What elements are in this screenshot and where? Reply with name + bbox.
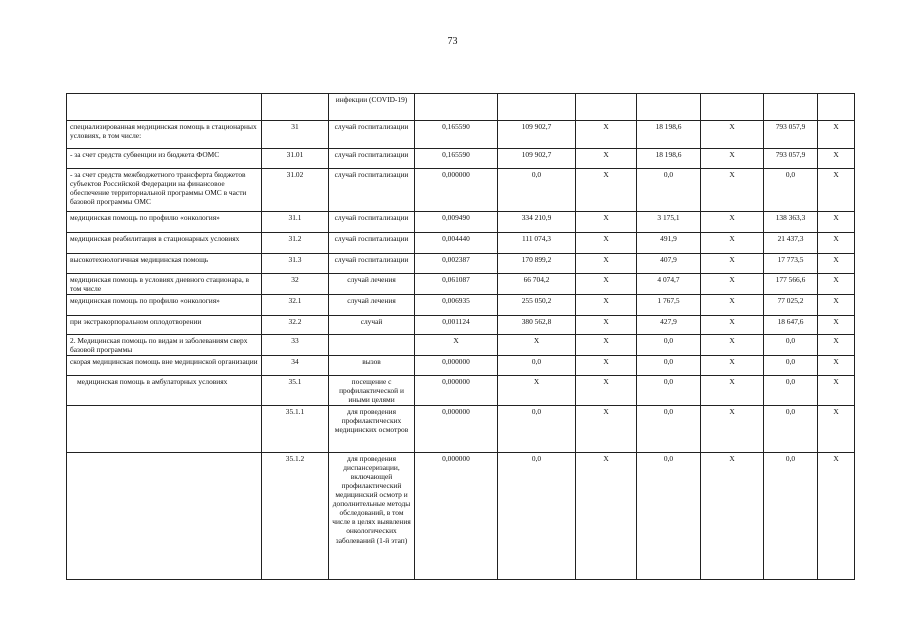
cell-value: X	[818, 316, 855, 335]
cell-value: X	[818, 233, 855, 254]
table-row	[67, 406, 855, 453]
cell-name: скорая медицинская помощь вне медицинской организации	[67, 356, 262, 376]
cell-value: 109 902,7	[498, 149, 576, 169]
table-row	[67, 335, 855, 356]
cell-name: - за счет средств субвенции из бюджета ФОМС	[67, 149, 262, 169]
cell-value: X	[415, 335, 498, 356]
cell-value: X	[818, 295, 855, 316]
cell-value: X	[576, 121, 637, 149]
cell-value: X	[818, 121, 855, 149]
cell-value: 18 198,6	[637, 121, 701, 149]
cell-code: 35.1.2	[262, 453, 329, 580]
cell-value: X	[818, 453, 855, 580]
cell-code: 31.3	[262, 254, 329, 274]
cell-value: 0,000000	[415, 356, 498, 376]
cell-value: X	[498, 376, 576, 406]
cell-value: 491,9	[637, 233, 701, 254]
cell-unit: посещение с профилактической и иными целями	[329, 376, 415, 406]
financing-table	[66, 93, 855, 580]
cell-value: X	[576, 233, 637, 254]
cell-code: 35.1	[262, 376, 329, 406]
cell-name: специализированная медицинская помощь в стационарных условиях, в том числе:	[67, 121, 262, 149]
cell-code	[262, 94, 329, 121]
cell-value: X	[818, 169, 855, 212]
cell-value: 1 767,5	[637, 295, 701, 316]
cell-value: X	[576, 335, 637, 356]
cell-value: X	[701, 274, 764, 295]
cell-value: 0,006935	[415, 295, 498, 316]
cell-value: 0,0	[637, 453, 701, 580]
cell-value: 0,061087	[415, 274, 498, 295]
cell-unit: для проведения профилактических медицинских осмотров	[329, 406, 415, 453]
cell-value: 793 057,9	[764, 149, 818, 169]
cell-value: 334 210,9	[498, 212, 576, 233]
cell-name: медицинская реабилитация в стационарных условиях	[67, 233, 262, 254]
cell-value: 0,0	[764, 406, 818, 453]
cell-value: 0,0	[498, 453, 576, 580]
cell-value: 21 437,3	[764, 233, 818, 254]
cell-value: 0,0	[637, 376, 701, 406]
cell-value: 427,9	[637, 316, 701, 335]
cell-value: X	[701, 212, 764, 233]
cell-value: 0,0	[637, 356, 701, 376]
cell-value: X	[701, 335, 764, 356]
table-row	[67, 212, 855, 233]
cell-value: 77 025,2	[764, 295, 818, 316]
cell-value: X	[701, 254, 764, 274]
cell-value: X	[576, 356, 637, 376]
cell-value: 380 562,8	[498, 316, 576, 335]
table-row	[67, 169, 855, 212]
cell-value: 0,0	[637, 406, 701, 453]
cell-value: 0,000000	[415, 169, 498, 212]
cell-value: 0,0	[637, 169, 701, 212]
cell-code: 35.1.1	[262, 406, 329, 453]
cell-name	[67, 453, 262, 580]
cell-unit: случай госпитализации	[329, 254, 415, 274]
cell-value: 0,0	[637, 335, 701, 356]
cell-unit: случай	[329, 316, 415, 335]
cell-value: 177 566,6	[764, 274, 818, 295]
cell-unit: случай госпитализации	[329, 212, 415, 233]
cell-name: медицинская помощь в амбулаторных условиях	[67, 376, 262, 406]
cell-name: медицинская помощь в условиях дневного стационара, в том числе	[67, 274, 262, 295]
table-row	[67, 149, 855, 169]
cell-code: 31.01	[262, 149, 329, 169]
cell-name: при экстракорпоральном оплодотворении	[67, 316, 262, 335]
cell-value: 793 057,9	[764, 121, 818, 149]
cell-name: медицинская помощь по профилю «онкология»	[67, 295, 262, 316]
cell-name	[67, 406, 262, 453]
cell-value: 111 074,3	[498, 233, 576, 254]
cell-value: 0,165590	[415, 149, 498, 169]
cell-value: 255 050,2	[498, 295, 576, 316]
cell-value: X	[701, 295, 764, 316]
cell-code: 32	[262, 274, 329, 295]
cell-code: 31.1	[262, 212, 329, 233]
cell-value: 18 198,6	[637, 149, 701, 169]
cell-value: X	[818, 406, 855, 453]
cell-value: 18 647,6	[764, 316, 818, 335]
cell-value: 0,000000	[415, 406, 498, 453]
cell-value: 109 902,7	[498, 121, 576, 149]
cell-value: 170 899,2	[498, 254, 576, 274]
table-row	[67, 316, 855, 335]
cell-value: X	[701, 149, 764, 169]
cell-value: 0,0	[498, 356, 576, 376]
cell-value: X	[576, 149, 637, 169]
cell-value: 0,0	[764, 356, 818, 376]
cell-value: X	[818, 254, 855, 274]
cell-value: 0,000000	[415, 453, 498, 580]
cell-name: 2. Медицинская помощь по видам и заболеваниям сверх базовой программы	[67, 335, 262, 356]
cell-value: 0,0	[498, 406, 576, 453]
page-number: 73	[447, 36, 458, 47]
cell-value: 0,0	[498, 169, 576, 212]
cell-value: X	[701, 376, 764, 406]
cell-code: 34	[262, 356, 329, 376]
cell-code: 31	[262, 121, 329, 149]
cell-value: 0,0	[764, 376, 818, 406]
cell-unit: для проведения диспансеризации, включающей профилактический медицинский осмотр и дополнительные методы обследований, в том числе в целях выявления онкологических заболеваний (1-й этап)	[329, 453, 415, 580]
cell-value: 0,002387	[415, 254, 498, 274]
table-row	[67, 274, 855, 295]
cell-code: 32.2	[262, 316, 329, 335]
cell-unit: случай лечения	[329, 274, 415, 295]
cell-value: 0,165590	[415, 121, 498, 149]
cell-unit	[329, 335, 415, 356]
cell-value: X	[576, 295, 637, 316]
cell-value: 0,000000	[415, 376, 498, 406]
cell-unit: случай госпитализации	[329, 149, 415, 169]
cell-unit: случай госпитализации	[329, 169, 415, 212]
cell-value: 4 074,7	[637, 274, 701, 295]
cell-value: X	[701, 356, 764, 376]
cell-value: X	[576, 254, 637, 274]
cell-name: - за счет средств межбюджетного трансферта бюджетов субъектов Российской Федерации на финансовое обеспечение территориальной программы ОМС в части базовой программы ОМС	[67, 169, 262, 212]
cell-code: 33	[262, 335, 329, 356]
cell-value: X	[818, 335, 855, 356]
cell-value: X	[701, 169, 764, 212]
cell-code: 31.02	[262, 169, 329, 212]
cell-unit: случай госпитализации	[329, 233, 415, 254]
table-row	[67, 376, 855, 406]
table-row	[67, 233, 855, 254]
cell-value: X	[818, 376, 855, 406]
cell-value: 66 704,2	[498, 274, 576, 295]
table-row-top	[67, 94, 855, 121]
table-row	[67, 295, 855, 316]
cell-value: 0,0	[764, 169, 818, 212]
cell-value: X	[701, 406, 764, 453]
table-row	[67, 356, 855, 376]
cell-value: 0,004440	[415, 233, 498, 254]
cell-name	[67, 94, 262, 121]
cell-value: 0,009490	[415, 212, 498, 233]
cell-unit: случай лечения	[329, 295, 415, 316]
cell-value: 17 773,5	[764, 254, 818, 274]
cell-value: X	[576, 212, 637, 233]
cell-value: 0,0	[764, 453, 818, 580]
cell-value: X	[576, 316, 637, 335]
cell-name: медицинская помощь по профилю «онкология»	[67, 212, 262, 233]
cell-value: X	[818, 274, 855, 295]
cell-value: X	[576, 169, 637, 212]
cell-name: высокотехнологичная медицинская помощь	[67, 254, 262, 274]
cell-value: X	[818, 212, 855, 233]
cell-value: X	[701, 316, 764, 335]
table-row	[67, 453, 855, 580]
cell-value: X	[818, 356, 855, 376]
cell-value: X	[701, 233, 764, 254]
cell-unit: инфекции (COVID-19)	[329, 94, 415, 121]
cell-value: X	[576, 453, 637, 580]
cell-code: 32.1	[262, 295, 329, 316]
cell-value: X	[576, 274, 637, 295]
cell-unit: случай госпитализации	[329, 121, 415, 149]
table-row	[67, 254, 855, 274]
cell-value: X	[576, 376, 637, 406]
cell-value: 138 363,3	[764, 212, 818, 233]
cell-value: X	[701, 121, 764, 149]
cell-value: 407,9	[637, 254, 701, 274]
cell-value: 3 175,1	[637, 212, 701, 233]
table-row	[67, 121, 855, 149]
cell-value: X	[701, 453, 764, 580]
cell-value: X	[818, 149, 855, 169]
cell-code: 31.2	[262, 233, 329, 254]
cell-value: 0,001124	[415, 316, 498, 335]
cell-value: X	[576, 406, 637, 453]
cell-value: X	[498, 335, 576, 356]
cell-value: 0,0	[764, 335, 818, 356]
cell-unit: вызов	[329, 356, 415, 376]
